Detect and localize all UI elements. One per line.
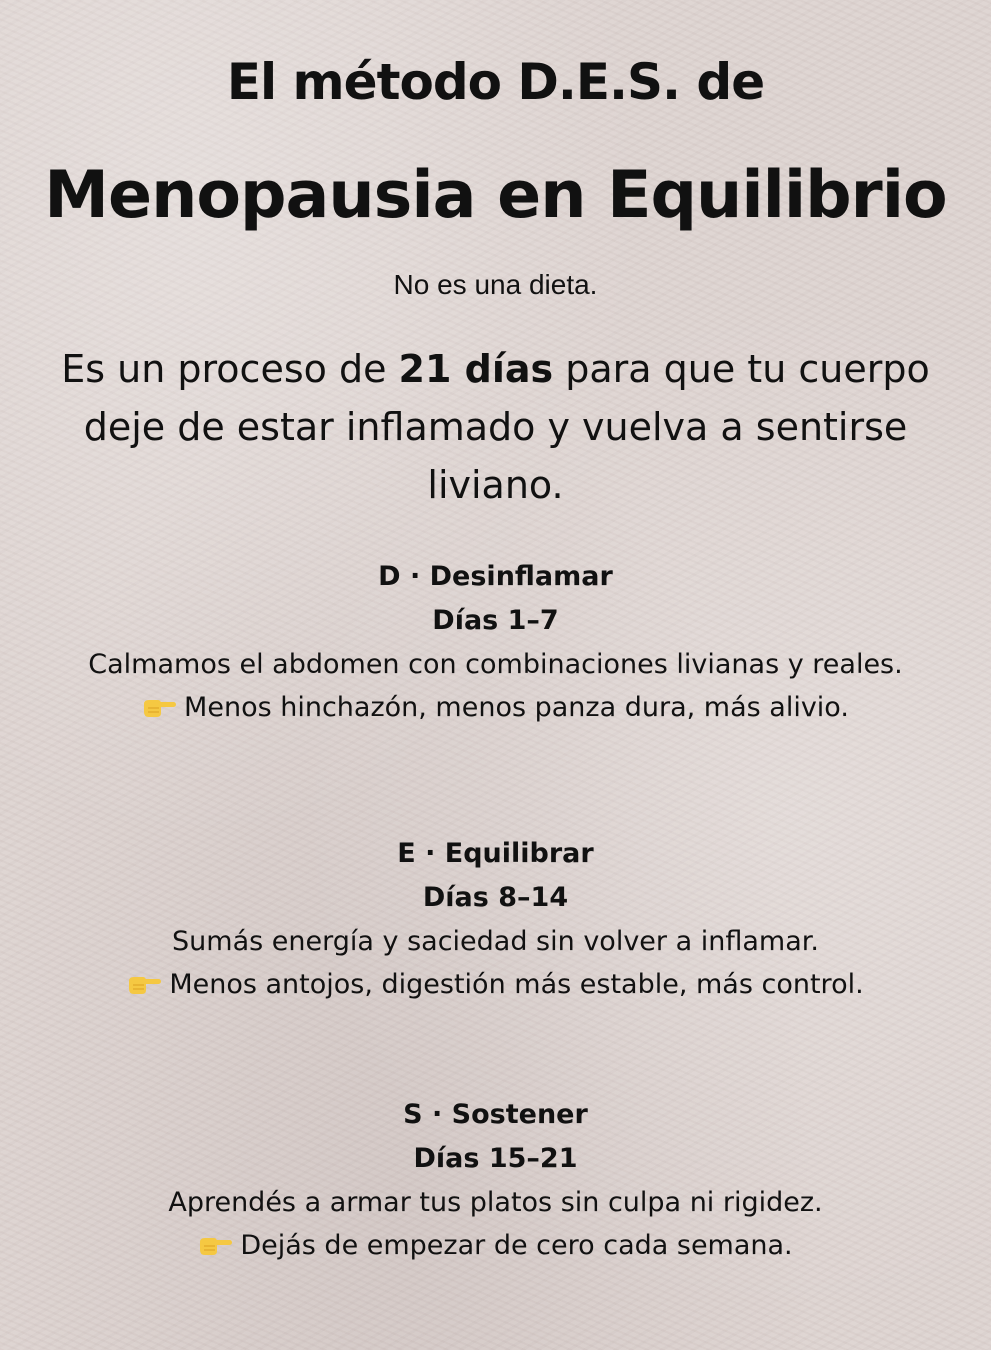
intro-paragraph	[20, 340, 971, 514]
section-description: Aprendés a armar tus platos sin culpa ni rigidez.	[168, 1187, 823, 1218]
section-equilibrar	[20, 832, 971, 1006]
section-heading: E · Equilibrar	[397, 838, 594, 869]
section-result	[20, 963, 971, 1006]
title-line-1: El método D.E.S. de	[226, 53, 765, 111]
subtitle: No es una dieta.	[393, 269, 598, 300]
pointing-hand-icon	[142, 696, 176, 718]
section-description: Sumás energía y saciedad sin volver a inflamar.	[172, 926, 819, 957]
intro-text-before: Es un proceso de	[61, 347, 399, 391]
section-description: Calmamos el abdomen con combinaciones livianas y reales.	[88, 649, 903, 680]
pointing-hand-icon	[198, 1234, 232, 1256]
section-days: Días 15–21	[413, 1143, 578, 1174]
section-result-text: Menos antojos, digestión más estable, más control.	[169, 969, 864, 1000]
section-desinflamar	[20, 555, 971, 729]
intro-text-bold: 21 días	[398, 347, 554, 391]
section-result	[20, 686, 971, 729]
section-heading: S · Sostener	[403, 1099, 588, 1130]
pointing-hand-icon	[127, 973, 161, 995]
section-days: Días 8–14	[422, 882, 569, 913]
section-days: Días 1–7	[432, 605, 559, 636]
section-result-text: Dejás de empezar de cero cada semana.	[240, 1230, 793, 1261]
section-sostener	[20, 1093, 971, 1267]
intro-text-after: para que tu cuerpo deje de estar inflamado y vuelva a sentirse liviano.	[83, 347, 930, 507]
section-result-text: Menos hinchazón, menos panza dura, más alivio.	[184, 692, 849, 723]
title-line-2: Menopausia en Equilibrio	[44, 158, 947, 233]
section-result	[20, 1224, 971, 1267]
section-heading: D · Desinflamar	[378, 561, 613, 592]
